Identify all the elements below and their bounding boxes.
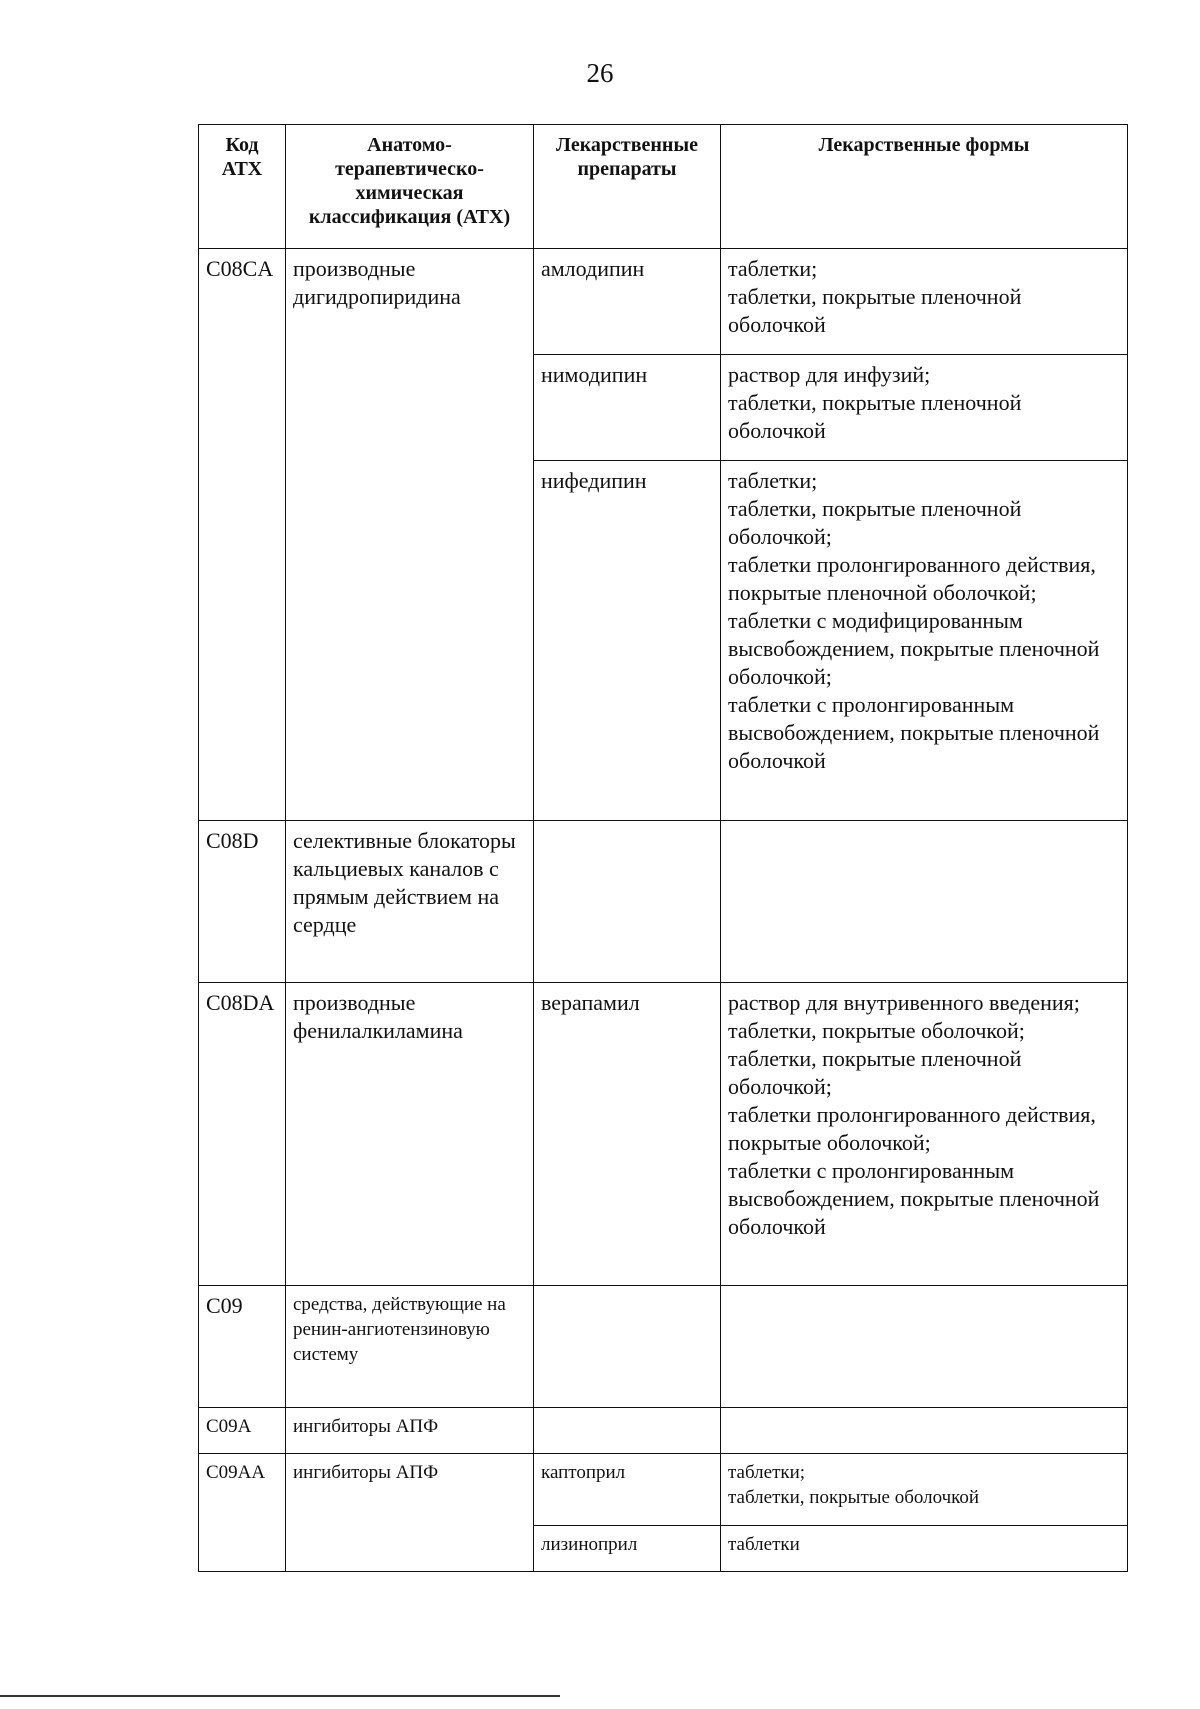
header-code: Код АТХ (199, 125, 286, 249)
form-line: раствор для внутривенного введения; (728, 990, 1080, 1015)
form-line: таблетки, покрытые пленочной оболочкой; (728, 496, 1027, 549)
drug-forms (721, 355, 1128, 461)
form-line: таблетки; (728, 468, 818, 493)
drug-name: нимодипин (534, 355, 721, 461)
form-line: таблетки с пролонгированным высвобождением, покрытые пленочной оболочкой (728, 692, 1105, 773)
drug-forms (721, 461, 1128, 821)
table-header-row (199, 125, 1128, 249)
page-number: 26 (586, 58, 614, 88)
atc-code: C09 (199, 1286, 286, 1408)
form-line: таблетки; (728, 1462, 806, 1483)
drug-forms (721, 1408, 1128, 1454)
form-line: таблетки, покрытые оболочкой; (728, 1018, 1025, 1043)
atc-code: C09AA (199, 1454, 286, 1572)
atc-name: производные фенилалкиламина (286, 983, 534, 1286)
form-line: таблетки, покрытые оболочкой (728, 1487, 980, 1508)
table-row (199, 1286, 1128, 1408)
drug-forms (721, 249, 1128, 355)
atc-code: C08D (199, 821, 286, 983)
form-line: таблетки, покрытые пленочной оболочкой (728, 284, 1027, 337)
atc-code: C08DA (199, 983, 286, 1286)
drug-name: нифедипин (534, 461, 721, 821)
form-line: таблетки (728, 1534, 800, 1555)
form-line: таблетки, покрытые пленочной оболочкой; (728, 1046, 1027, 1099)
form-line: таблетки, покрытые пленочной оболочкой (728, 390, 1027, 443)
form-line: таблетки; (728, 256, 818, 281)
header-atc: Анатомо-терапевтическо-химическая классификация (АТХ) (286, 125, 534, 249)
scan-edge-line (0, 1695, 560, 1697)
atc-name: селективные блокаторы кальциевых каналов с прямым действием на сердце (286, 821, 534, 983)
atc-code: C08CA (199, 249, 286, 821)
header-forms: Лекарственные формы (721, 125, 1128, 249)
drug-forms (721, 1454, 1128, 1526)
drug-name (534, 821, 721, 983)
drug-name: амлодипин (534, 249, 721, 355)
table-row (199, 983, 1128, 1286)
drug-forms (721, 1526, 1128, 1572)
drug-forms (721, 821, 1128, 983)
header-drugs: Лекарственные препараты (534, 125, 721, 249)
table-row (199, 1408, 1128, 1454)
table-row (199, 249, 1128, 355)
atc-code: C09A (199, 1408, 286, 1454)
form-line: таблетки пролонгированного действия, покрытые пленочной оболочкой; (728, 552, 1102, 605)
atc-name: производные дигидропиридина (286, 249, 534, 821)
atc-name: ингибиторы АПФ (286, 1454, 534, 1572)
table-row (199, 1454, 1128, 1526)
form-line: таблетки с пролонгированным высвобождением, покрытые пленочной оболочкой (728, 1158, 1105, 1239)
drug-name: лизиноприл (534, 1526, 721, 1572)
form-line: таблетки пролонгированного действия, покрытые оболочкой; (728, 1102, 1102, 1155)
atc-name: средства, действующие на ренин-ангиотензиновую систему (286, 1286, 534, 1408)
table-row (199, 821, 1128, 983)
drug-forms (721, 983, 1128, 1286)
drug-name (534, 1408, 721, 1454)
atc-name: ингибиторы АПФ (286, 1408, 534, 1454)
drug-name: каптоприл (534, 1454, 721, 1526)
drug-name (534, 1286, 721, 1408)
atc-drug-table (198, 124, 1128, 1572)
drug-forms (721, 1286, 1128, 1408)
drug-name: верапамил (534, 983, 721, 1286)
form-line: раствор для инфузий; (728, 362, 931, 387)
form-line: таблетки с модифицированным высвобождением, покрытые пленочной оболочкой; (728, 608, 1105, 689)
